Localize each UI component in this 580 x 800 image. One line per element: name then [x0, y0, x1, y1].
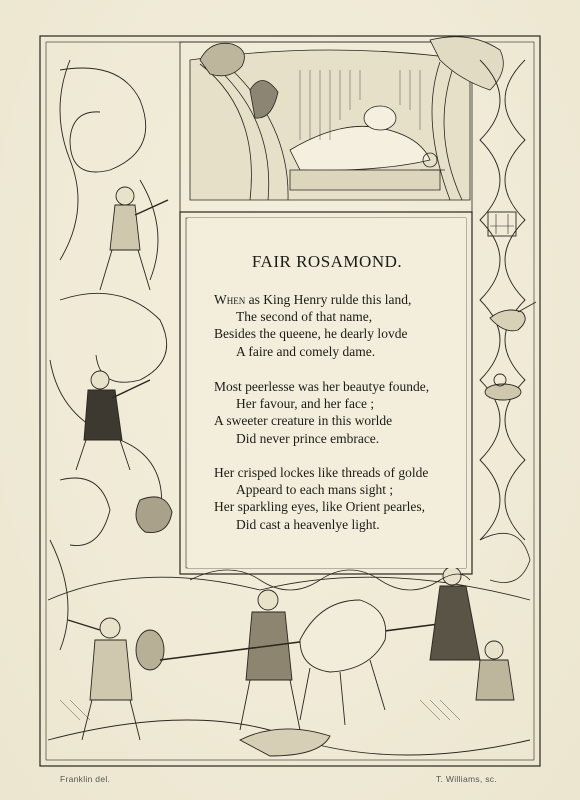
left-column-illustration: [50, 60, 172, 650]
drop-word: When: [214, 292, 246, 307]
heraldic-shield: [488, 212, 516, 236]
right-column-illustration: [480, 60, 536, 540]
top-scene-illustration: [190, 37, 503, 200]
poem-line: Her sparkling eyes, like Orient pearles,: [214, 499, 426, 515]
poem-line: Did cast a heavenlye light.: [236, 516, 380, 532]
stanza-3: [214, 464, 474, 533]
shield-shape: [136, 630, 164, 670]
poem-line: Most peerlesse was her beautye founde,: [214, 379, 430, 394]
engraver-credit: T. Williams, sc.: [436, 774, 497, 784]
artist-credit: Franklin del.: [60, 774, 111, 784]
stanza-1: [214, 291, 474, 360]
poem-line: Besides the queene, he dearly lovde: [214, 326, 408, 342]
poem-line: Her crisped lockes like threads of golde: [214, 465, 429, 480]
poem-line: A faire and comely dame.: [236, 343, 376, 359]
poem-line: Her favour, and her face ;: [236, 396, 375, 412]
line-text: as King Henry rulde this land,: [245, 292, 412, 307]
poem-line: The second of that name,: [236, 309, 373, 325]
bottom-battle-illustration: [48, 567, 530, 756]
poem-title: FAIR ROSAMOND.: [251, 252, 403, 271]
poem-line: A sweeter creature in this worlde: [214, 413, 393, 429]
stanza-2: [214, 378, 474, 447]
poem-line: Appeard to each mans sight ;: [236, 482, 394, 498]
poem-line: Did never prince embrace.: [236, 430, 380, 446]
poem-line: [214, 291, 474, 308]
